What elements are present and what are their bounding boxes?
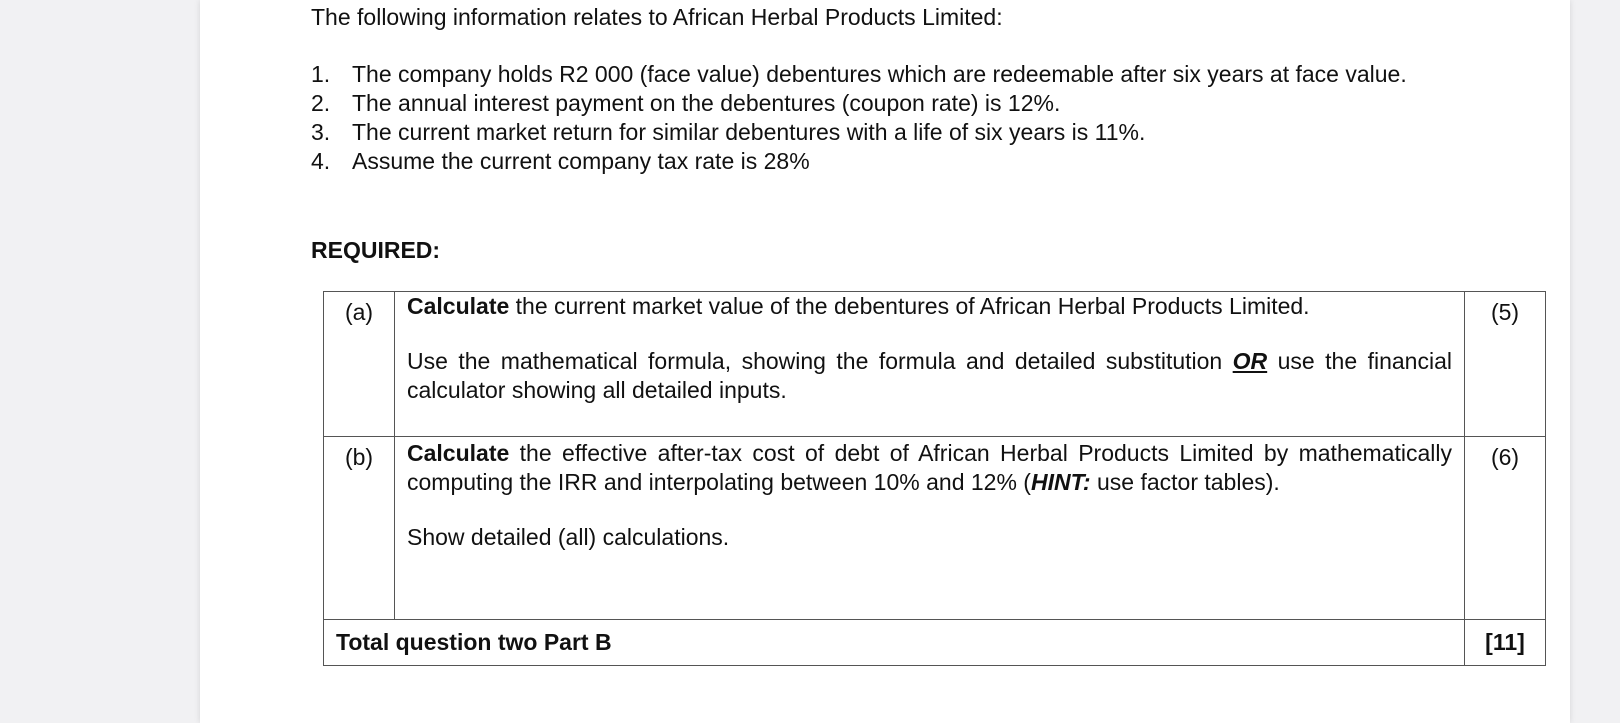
part-b-verb: Calculate xyxy=(407,440,510,466)
part-a-text-2b: use the financial calculator showing all detailed inputs. xyxy=(407,348,1452,403)
list-number: 2. xyxy=(311,90,331,116)
part-b-calc-note: Show detailed (all) calculations. xyxy=(407,524,730,550)
part-a-marks: (5) xyxy=(1465,292,1546,437)
list-item xyxy=(311,89,1461,118)
part-b-instruction xyxy=(407,439,1452,497)
part-a-text-2a: Use the mathematical formula, showing the formula and detailed substitution xyxy=(407,348,1233,374)
list-item xyxy=(311,147,1461,176)
intro-text: The following information relates to African Herbal Products Limited: xyxy=(311,4,1003,30)
part-a-label: (a) xyxy=(324,292,395,437)
list-item xyxy=(311,118,1461,147)
part-a-method xyxy=(407,347,1452,405)
list-text: Assume the current company tax rate is 28% xyxy=(352,148,810,174)
list-number: 1. xyxy=(311,61,331,87)
required-heading: REQUIRED: xyxy=(311,237,441,263)
part-b-text-1b: use factor tables). xyxy=(1090,469,1280,495)
table-row-a xyxy=(324,292,1546,437)
info-list xyxy=(311,60,1461,176)
or-emphasis: OR xyxy=(1232,348,1268,374)
list-number: 3. xyxy=(311,119,331,145)
list-text: The current market return for similar debentures with a life of six years is 11%. xyxy=(352,119,1146,145)
total-label: Total question two Part B xyxy=(324,620,1465,666)
part-a-text xyxy=(395,292,1465,437)
list-number: 4. xyxy=(311,148,331,174)
table-row-total xyxy=(324,620,1546,666)
list-text: The annual interest payment on the debentures (coupon rate) is 12%. xyxy=(352,90,1061,116)
table-row-b xyxy=(324,437,1546,620)
list-text: The company holds R2 000 (face value) debentures which are redeemable after six years at face value. xyxy=(352,61,1407,87)
part-b-marks: (6) xyxy=(1465,437,1546,620)
part-a-text-1: the current market value of the debentures of African Herbal Products Limited. xyxy=(509,293,1310,319)
part-b-label: (b) xyxy=(324,437,395,620)
part-a-verb: Calculate xyxy=(407,293,510,319)
hint-emphasis: HINT: xyxy=(1030,469,1091,495)
question-table xyxy=(323,291,1546,666)
total-marks: [11] xyxy=(1465,620,1546,666)
part-b-text xyxy=(395,437,1465,620)
list-item xyxy=(311,60,1461,89)
part-b-text-1a: the effective after-tax cost of debt of African Herbal Products Limited by mathematically computing the IRR and interpolating between 10% and 12% ( xyxy=(407,440,1452,495)
part-a-instruction xyxy=(407,292,1452,321)
